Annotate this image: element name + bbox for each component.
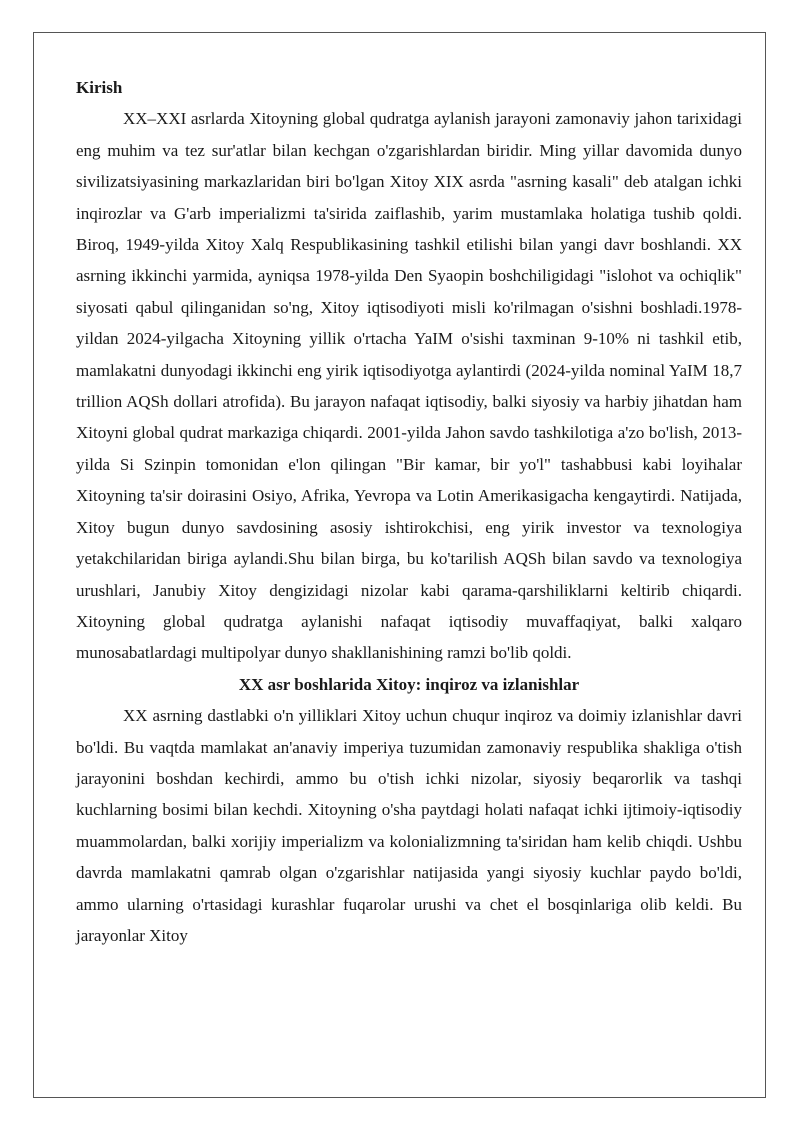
section-paragraph: XX asrning dastlabki o'n yilliklari Xitoy uchun chuqur inqiroz va doimiy izlanishlar davri bo'ldi. Bu vaqtda mamlakat an'anaviy imperiya tuzumidan zamonaviy respublika shakliga o'tish jarayonini boshdan kechirdi, ammo bu o'tish ichki nizolar, siyosiy beqarorlik va tashqi kuchlarning bosimi bilan kechdi. Xitoyning o'sha paytdagi holati nafaqat ichki ijtimoiy-iqtisodiy muammolardan, balki xorijiy imperializm va kolonializmning ta'siridan ham kelib chiqdi. Ushbu davrda mamlakatni qamrab olgan o'zgarishlar natijasida yangi siyosiy kuchlar paydo bo'ldi, ammo ularning o'rtasidagi kurashlar fuqarolar urushi va chet el bosqinlariga olib keldi. Bu jarayonlar Xitoy [76,706,742,945]
section-heading: XX asr boshlarida Xitoy: inqiroz va izlanishlar [238,674,580,694]
intro-heading: Kirish [76,78,123,97]
document-body [76,72,742,951]
intro-paragraph: XX–XXI asrlarda Xitoyning global qudratga aylanish jarayoni zamonaviy jahon tarixidagi eng muhim va tez sur'atlar bilan kechgan o'zgarishlardan biridir. Ming yillar davomida dunyo sivilizatsiyasining markazlaridan biri bo'lgan Xitoy XIX asrda "asrning kasali" deb atalgan ichki inqirozlar va G'arb imperializmi ta'sirida zaiflashib, yarim mustamlaka holatiga tushib qoldi. Biroq, 1949-yilda Xitoy Xalq Respublikasining tashkil etilishi bilan yangi davr boshlandi. XX asrning ikkinchi yarmida, ayniqsa 1978-yilda Den Syaopin boshchiligidagi "islohot va ochiqlik" siyosati qabul qilinganidan so'ng, Xitoy iqtisodiyoti misli ko'rilmagan o'sishni boshladi.1978-yildan 2024-yilgacha Xitoyning yillik o'rtacha YaIM o'sishi taxminan 9-10% ni tashkil etib, mamlakatni dunyodagi ikkinchi eng yirik iqtisodiyotga aylantirdi (2024-yilda nominal YaIM 18,7 trillion AQSh dollari atrofida). Bu jarayon nafaqat iqtisodiy, balki siyosiy va harbiy jihatdan ham Xitoyni global qudrat markaziga chiqardi. 2001-yilda Jahon savdo tashkilotiga a'zo bo'lish, 2013-yilda Si Szinpin tomonidan e'lon qilingan "Bir kamar, bir yo'l" tashabbusi kabi loyihalar Xitoyning ta'sir doirasini Osiyo, Afrika, Yevropa va Lotin Amerikasigacha kengaytirdi. Natijada, Xitoy bugun dunyo savdosining asosiy ishtirokchisi, eng yirik investor va texnologiya yetakchilaridan biriga aylandi.Shu bilan birga, bu ko'tarilish AQSh bilan savdo va texnologiya urushlari, Janubiy Xitoy dengizidagi nizolar kabi qarama-qarshiliklarni keltirib chiqardi. Xitoyning global qudratga aylanishi nafaqat iqtisodiy muvaffaqiyat, balki xalqaro munosabatlardagi multipolyar dunyo shakllanishining ramzi bo'lib qoldi. [76,109,742,663]
